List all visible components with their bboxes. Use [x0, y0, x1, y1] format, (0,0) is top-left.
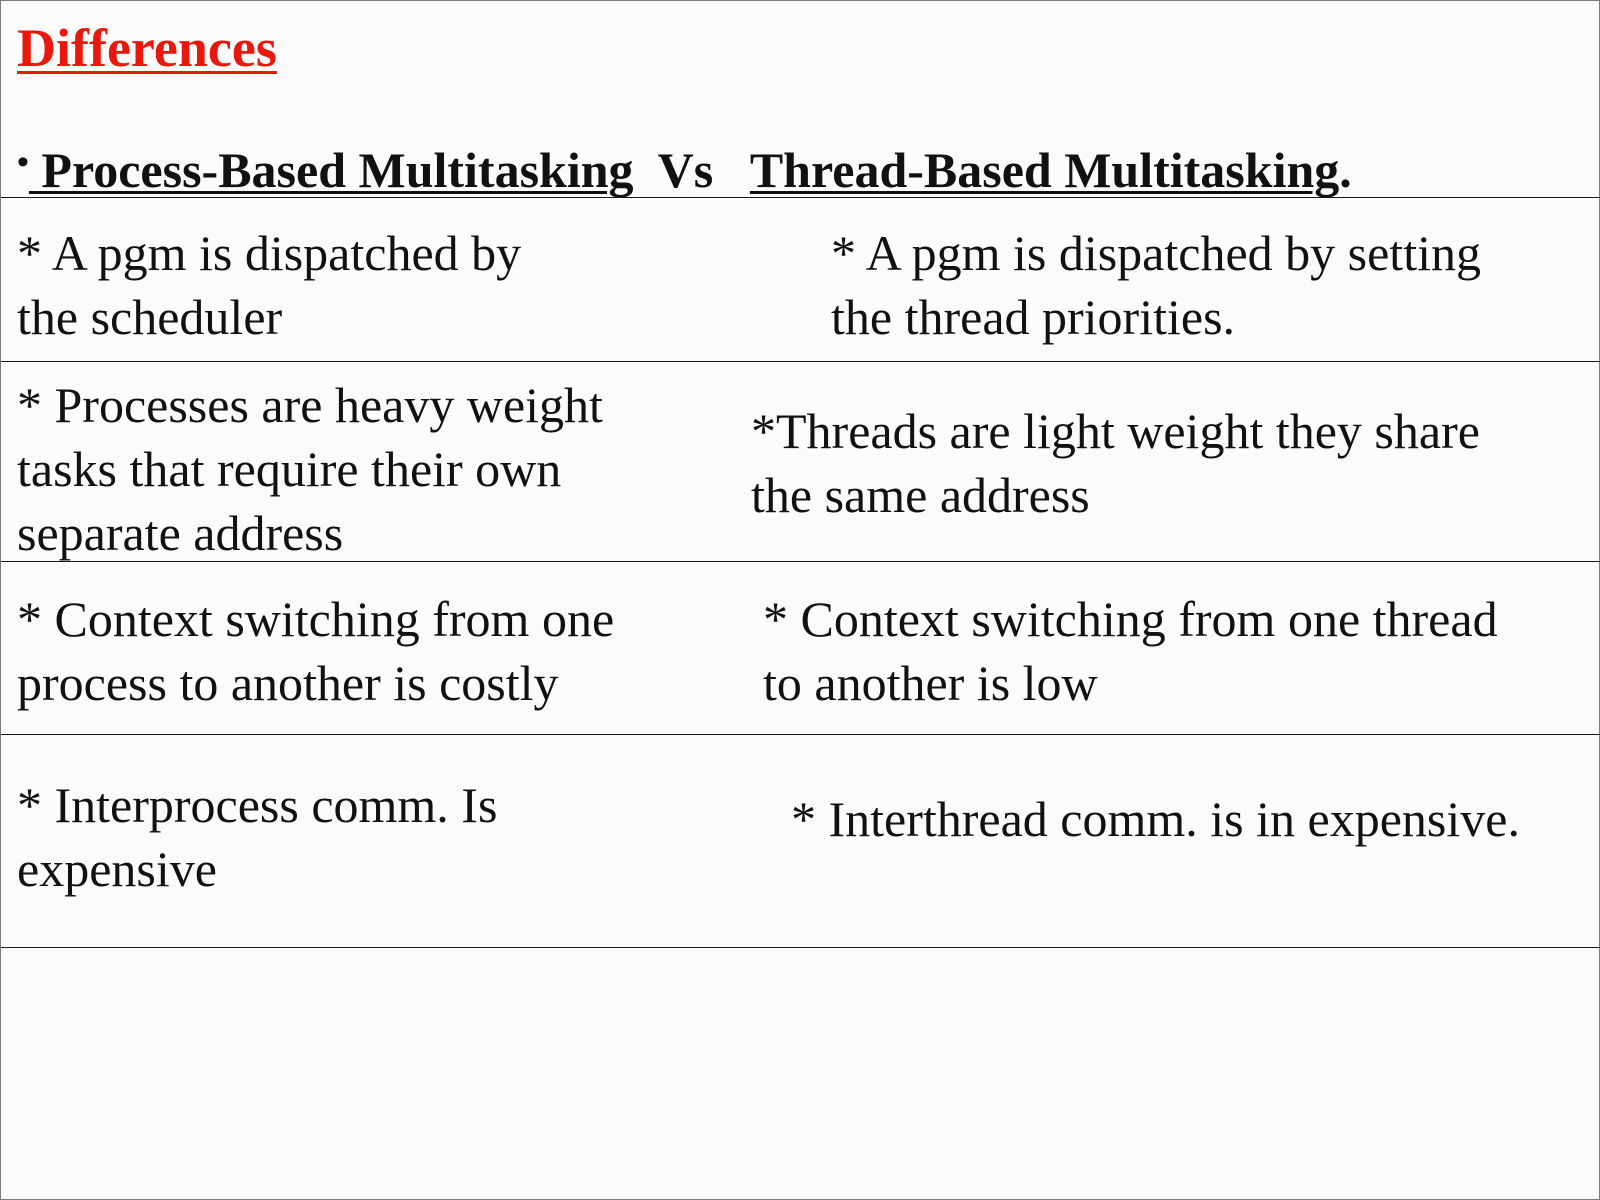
- row-1-thread-cell: * A pgm is dispatched by setting the thread priorities.: [831, 225, 1481, 345]
- comparison-heading: [17, 143, 1352, 198]
- row-1-process-cell: * A pgm is dispatched by the scheduler: [17, 225, 522, 345]
- row-2-process-cell: * Processes are heavy weight tasks that require their own separate address: [17, 377, 603, 561]
- row-3-thread-cell: * Context switching from one thread to another is low: [763, 591, 1498, 711]
- divider: [1, 197, 1600, 198]
- row-4-process-cell: * Interprocess comm. Is expensive: [17, 777, 498, 897]
- bullet-icon: •: [17, 144, 29, 181]
- heading-thread-based: Thread-Based Multitasking: [749, 142, 1340, 198]
- divider: [1, 734, 1600, 735]
- divider: [1, 947, 1600, 948]
- row-3-process-cell: * Context switching from one process to another is costly: [17, 591, 615, 711]
- heading-vs: Vs: [633, 142, 750, 198]
- slide-title: Differences: [17, 18, 277, 78]
- divider: [1, 361, 1600, 362]
- row-4-thread-cell: * Interthread comm. is in expensive.: [791, 791, 1520, 847]
- heading-period: .: [1339, 142, 1352, 198]
- heading-process-based: Process-Based Multitasking: [28, 142, 634, 198]
- divider: [1, 561, 1600, 562]
- row-2-thread-cell: *Threads are light weight they share the same address: [751, 403, 1480, 523]
